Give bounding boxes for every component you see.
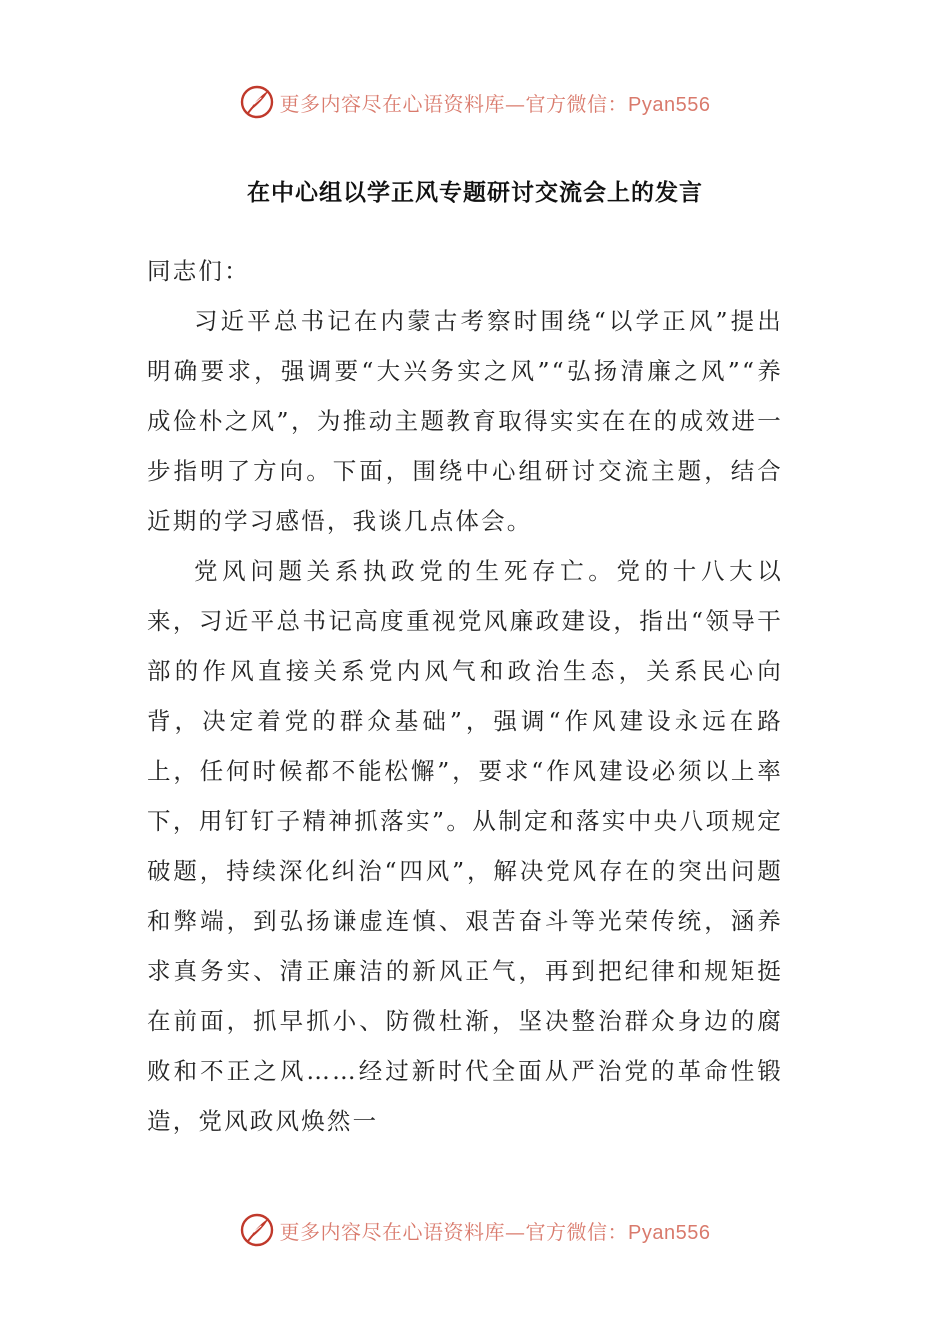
- salutation: 同志们：: [147, 257, 250, 285]
- header-wechat-id: Pyan556: [628, 93, 711, 116]
- header-banner-text: [280, 88, 711, 117]
- footer-banner-text: [280, 1216, 711, 1245]
- header-banner: [0, 80, 950, 124]
- quill-pen-logo-icon: [240, 1213, 274, 1247]
- footer-wechat-id: Pyan556: [628, 1221, 711, 1244]
- footer-banner-content: [240, 1213, 711, 1247]
- footer-banner: [0, 1208, 950, 1252]
- paragraph-1: 习近平总书记在内蒙古考察时围绕“以学正风”提出明确要求，强调要“大兴务实之风”“弘扬清廉之风”“养成俭朴之风”，为推动主题教育取得实实在在的成效进一步指明了方向。下面，围绕中心组研讨交流主题，结合近期的学习感悟，我谈几点体会。: [147, 307, 783, 535]
- quill-pen-logo-icon: [240, 85, 274, 119]
- header-banner-label: 更多内容尽在心语资料库—官方微信：: [279, 91, 629, 116]
- header-banner-content: [240, 85, 711, 119]
- footer-banner-label: 更多内容尽在心语资料库—官方微信：: [279, 1219, 629, 1244]
- document-title: 在中心组以学正风专题研讨交流会上的发言: [247, 180, 703, 206]
- paragraph-2: 党风问题关系执政党的生死存亡。党的十八大以来，习近平总书记高度重视党风廉政建设，指出“领导干部的作风直接关系党内风气和政治生态，关系民心向背，决定着党的群众基础”，强调“作风建设永远在路上，任何时候都不能松懈”，要求“作风建设必须以上率下，用钉钉子精神抓落实”。从制定和落实中央八项规定破题，持续深化纠治“四风”，解决党风存在的突出问题和弊端，到弘扬谦虚连慎、艰苦奋斗等光荣传统，涵养求真务实、清正廉洁的新风正气，再到把纪律和规矩挺在前面，抓早抓小、防微杜渐，坚决整治群众身边的腐败和不正之风……经过新时代全面从严治党的革命性锻造，党风政风焕然一: [147, 557, 783, 1135]
- document-body: [147, 246, 783, 1146]
